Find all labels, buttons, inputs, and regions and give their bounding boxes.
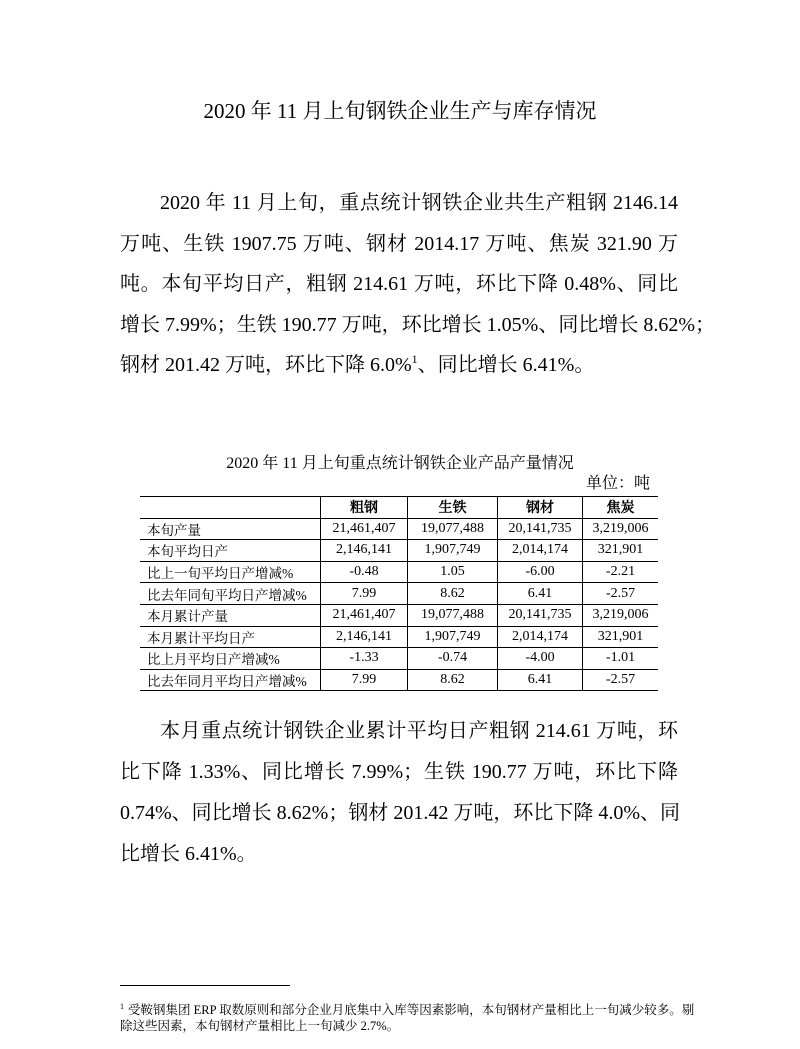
cell-coke: -2.57 xyxy=(582,670,658,691)
cell-crude-steel: -1.33 xyxy=(320,648,407,669)
cell-pig-iron: 19,077,488 xyxy=(407,605,497,626)
table-row xyxy=(140,605,658,627)
paragraph-line: 增长 7.99%；生铁 190.77 万吨，环比增长 1.05%、同比增长 8.62%； xyxy=(120,313,715,336)
cell-steel-products: 6.41 xyxy=(497,670,582,691)
header-label-cell xyxy=(140,497,320,518)
table-row xyxy=(140,670,658,692)
row-label: 本月累计产量 xyxy=(147,609,228,625)
paragraph-text: 钢材 201.42 万吨，环比下降 6.0% xyxy=(120,354,412,377)
cell-pig-iron: 1,907,749 xyxy=(407,540,497,561)
row-label: 本旬平均日产 xyxy=(147,544,228,560)
table-row xyxy=(140,519,658,541)
cell-pig-iron: 1.05 xyxy=(407,562,497,583)
table-row xyxy=(140,583,658,605)
footnote-reference: 1 xyxy=(411,351,418,366)
paragraph-line: 吨。本旬平均日产，粗钢 214.61 万吨，环比下降 0.48%、同比 xyxy=(120,273,678,296)
footnote xyxy=(120,1001,695,1034)
paragraph-line: 万吨、生铁 1907.75 万吨、钢材 2014.17 万吨、焦炭 321.90 万 xyxy=(120,232,678,255)
table-header-row xyxy=(140,497,658,519)
header-coke: 焦炭 xyxy=(582,497,658,518)
cell-coke: -2.21 xyxy=(582,562,658,583)
row-label: 比去年同月平均日产增减% xyxy=(147,674,307,690)
cell-crude-steel: 21,461,407 xyxy=(320,519,407,540)
monthly-paragraph xyxy=(120,711,678,875)
table-unit-label: 单位：吨 xyxy=(585,475,650,492)
cell-coke: 321,901 xyxy=(582,540,658,561)
paragraph-line: 0.74%、同比增长 8.62%；钢材 201.42 万吨，环比下降 4.0%、同 xyxy=(120,802,680,824)
header-crude-steel: 粗钢 xyxy=(320,497,407,518)
cell-pig-iron: 19,077,488 xyxy=(407,519,497,540)
cell-steel-products: -4.00 xyxy=(497,648,582,669)
cell-crude-steel: 2,146,141 xyxy=(320,627,407,648)
cell-steel-products: 2,014,174 xyxy=(497,627,582,648)
cell-coke: -2.57 xyxy=(582,583,658,604)
summary-paragraph xyxy=(120,183,715,386)
cell-coke: 3,219,006 xyxy=(582,605,658,626)
cell-coke: 321,901 xyxy=(582,627,658,648)
cell-pig-iron: 1,907,749 xyxy=(407,627,497,648)
cell-steel-products: -6.00 xyxy=(497,562,582,583)
table-row xyxy=(140,562,658,584)
table-row xyxy=(140,540,658,562)
paragraph-line: 比增长 6.41%。 xyxy=(120,843,257,865)
row-label: 本月累计平均日产 xyxy=(147,630,255,646)
cell-crude-steel: 2,146,141 xyxy=(320,540,407,561)
cell-pig-iron: -0.74 xyxy=(407,648,497,669)
cell-crude-steel: 7.99 xyxy=(320,670,407,691)
cell-crude-steel: -0.48 xyxy=(320,562,407,583)
cell-crude-steel: 21,461,407 xyxy=(320,605,407,626)
table-row xyxy=(140,627,658,649)
production-table xyxy=(140,496,658,691)
table-row xyxy=(140,648,658,670)
paragraph-line: 比下降 1.33%、同比增长 7.99%；生铁 190.77 万吨，环比下降 xyxy=(120,761,678,783)
row-label: 比上月平均日产增减% xyxy=(147,652,280,668)
row-label: 比去年同旬平均日产增减% xyxy=(147,587,307,603)
header-steel-products: 钢材 xyxy=(497,497,582,518)
table-title: 2020 年 11 月上旬重点统计钢铁企业产品产量情况 xyxy=(226,455,574,472)
document-title: 2020 年 11 月上旬钢铁企业生产与库存情况 xyxy=(203,99,597,123)
cell-crude-steel: 7.99 xyxy=(320,583,407,604)
row-label: 本旬产量 xyxy=(147,522,201,538)
cell-steel-products: 20,141,735 xyxy=(497,519,582,540)
cell-pig-iron: 8.62 xyxy=(407,583,497,604)
footnote-text: 受鞍钢集团 ERP 取数原则和部分企业月底集中入库等因素影响，本旬钢材产量相比上一旬减少较多。剔 xyxy=(128,1003,695,1017)
footnote-line: 除这些因素，本旬钢材产量相比上一旬减少 2.7%。 xyxy=(120,1019,400,1033)
cell-steel-products: 6.41 xyxy=(497,583,582,604)
row-label: 比上一旬平均日产增减% xyxy=(147,566,294,582)
header-pig-iron: 生铁 xyxy=(407,497,497,518)
cell-pig-iron: 8.62 xyxy=(407,670,497,691)
footnote-marker: 1 xyxy=(120,1001,124,1011)
paragraph-text: 、同比增长 6.41%。 xyxy=(417,354,595,377)
footnote-line xyxy=(120,1001,695,1018)
cell-steel-products: 20,141,735 xyxy=(497,605,582,626)
footnote-separator xyxy=(120,985,290,986)
paragraph-line xyxy=(120,345,678,386)
cell-coke: -1.01 xyxy=(582,648,658,669)
cell-steel-products: 2,014,174 xyxy=(497,540,582,561)
cell-coke: 3,219,006 xyxy=(582,519,658,540)
paragraph-line: 2020 年 11 月上旬，重点统计钢铁企业共生产粗钢 2146.14 xyxy=(160,192,678,214)
paragraph-line: 本月重点统计钢铁企业累计平均日产粗钢 214.61 万吨，环 xyxy=(160,720,678,742)
